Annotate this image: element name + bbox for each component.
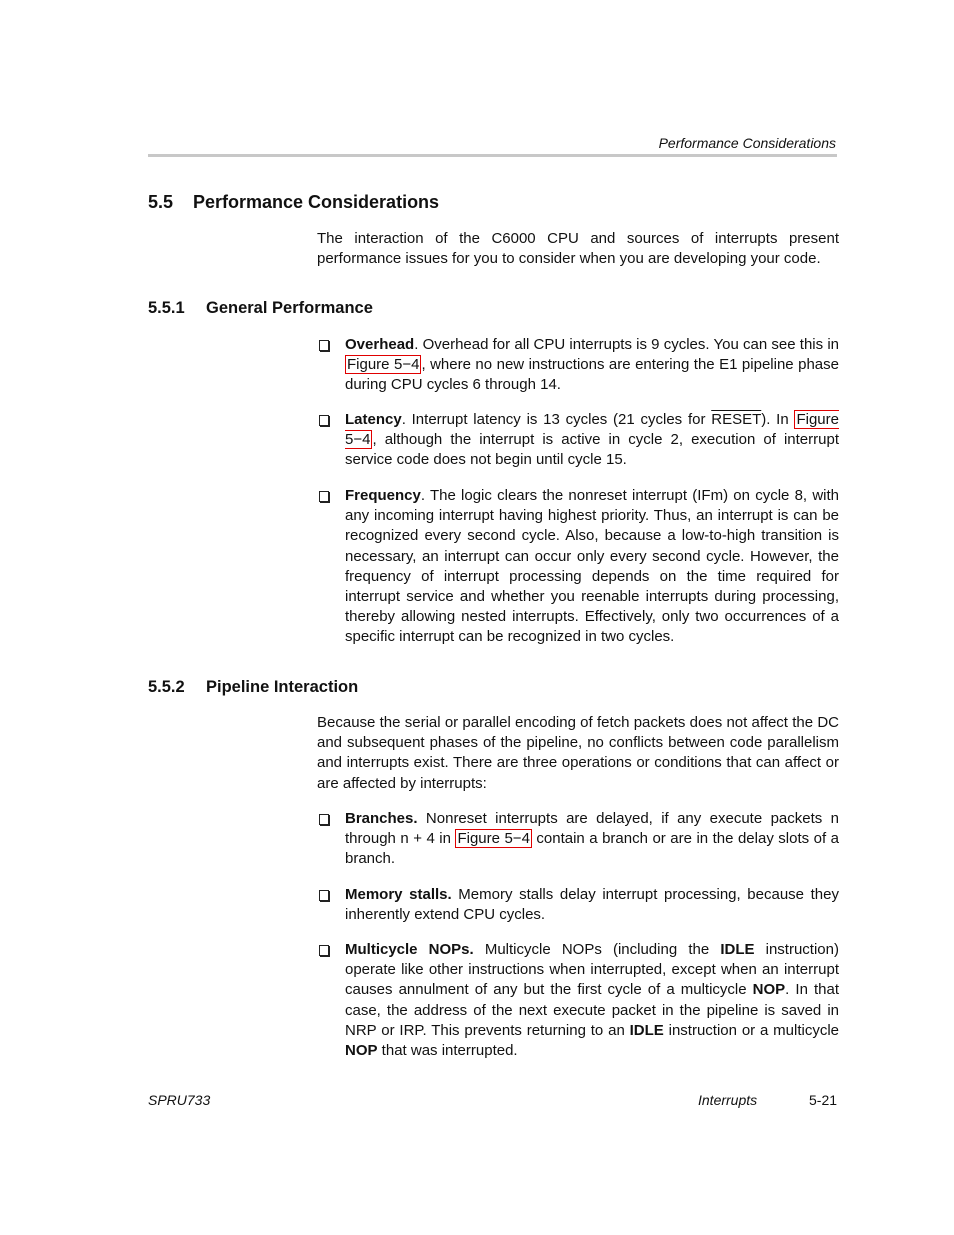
figure-link[interactable]: Figure 5−4 — [345, 411, 839, 449]
checkbox-bullet-icon — [319, 491, 329, 502]
bullet-text: Latency. Interrupt latency is 13 cycles (21 cycles for RESET). In Figure 5−4 , although the interrupt is active in cycle 2, execution of interrupt service code does not begin until cycle 15. — [345, 411, 839, 469]
pipeline-intro: Because the serial or parallel encoding of fetch packets does not affect the DC and subsequent phases of the pipeline, no conflicts between code parallelism and interrupts exist. There are three operations or conditions that can affect or are affected by interrupts: — [317, 714, 839, 792]
bullet-frequency — [317, 486, 839, 648]
subsection-heading-pipeline — [148, 678, 358, 697]
figure-link[interactable]: Figure 5−4 — [457, 830, 530, 848]
running-header: Performance Considerations — [658, 135, 836, 151]
figure-link[interactable]: Figure 5−4 — [347, 356, 420, 374]
checkbox-bullet-icon — [319, 945, 329, 956]
bullet-text: Frequency. The logic clears the nonreset interrupt (IFm) on cycle 8, with any incoming interrupt having highest priority. Thus, an interrupt is can be recognized every second cycle. Also, because a low-to-high transition is necessary, an interrupt can occur only every second cycle. However, the frequency of interrupt processing depends on the time required for interrupt service and whether you reenable interrupts during processing, thereby allowing nested interrupts. Effectively, only two occurrences of a specific interrupt can be recognized in two cycles. — [345, 487, 839, 646]
bullet-text: Overhead. Overhead for all CPU interrupts is 9 cycles. You can see this in Figure 5−4 , where no new instructions are entering the E1 pipeline phase during CPU cycles 6 through 14. — [345, 336, 839, 394]
checkbox-bullet-icon — [319, 814, 329, 825]
bullet-multicycle-nops — [317, 940, 839, 1061]
bullet-memory-stalls — [317, 885, 839, 925]
footer-chapter: Interrupts — [698, 1092, 758, 1108]
subsection-number: 5.5.1 — [148, 299, 185, 317]
reset-signal: RESET — [711, 411, 762, 428]
header-rule — [148, 154, 837, 157]
checkbox-bullet-icon — [319, 415, 329, 426]
footer-doc-id: SPRU733 — [148, 1092, 211, 1108]
section-title: Performance Considerations — [193, 192, 440, 212]
section-heading — [148, 192, 439, 213]
section-intro: The interaction of the C6000 CPU and sources of interrupts present performance issues for you to consider when you are developing your code. — [317, 230, 839, 268]
subsection-heading-general — [148, 299, 373, 318]
bullet-latency — [317, 410, 839, 471]
bullet-text: Multicycle NOPs. Multicycle NOPs (including the IDLE instruction) operate like other instructions when interrupted, except when an interrupt causes annulment of any but the first cycle of a multicycle NOP. In that case, the address of the next execute packet in the pipeline is saved in NRP or IRP. This prevents returning to an IDLE instruction or a multicycle NOP that was interrupted. — [345, 941, 840, 1060]
subsection-number: 5.5.2 — [148, 678, 185, 696]
bullet-text: Branches. Nonreset interrupts are delayed, if any execute packets n through n + 4 in Figure 5−4 contain a branch or are in the delay slots of a branch. — [345, 810, 839, 868]
footer-page-number: 5-21 — [809, 1092, 838, 1108]
bullet-overhead — [317, 335, 839, 396]
checkbox-bullet-icon — [319, 890, 329, 901]
checkbox-bullet-icon — [319, 340, 329, 351]
subsection-title: Pipeline Interaction — [206, 678, 359, 696]
bullet-text: Memory stalls. Memory stalls delay interrupt processing, because they inherently extend CPU cycles. — [345, 886, 839, 924]
section-number: 5.5 — [148, 192, 174, 212]
subsection-title: General Performance — [206, 299, 373, 317]
bullet-branches — [317, 809, 839, 870]
